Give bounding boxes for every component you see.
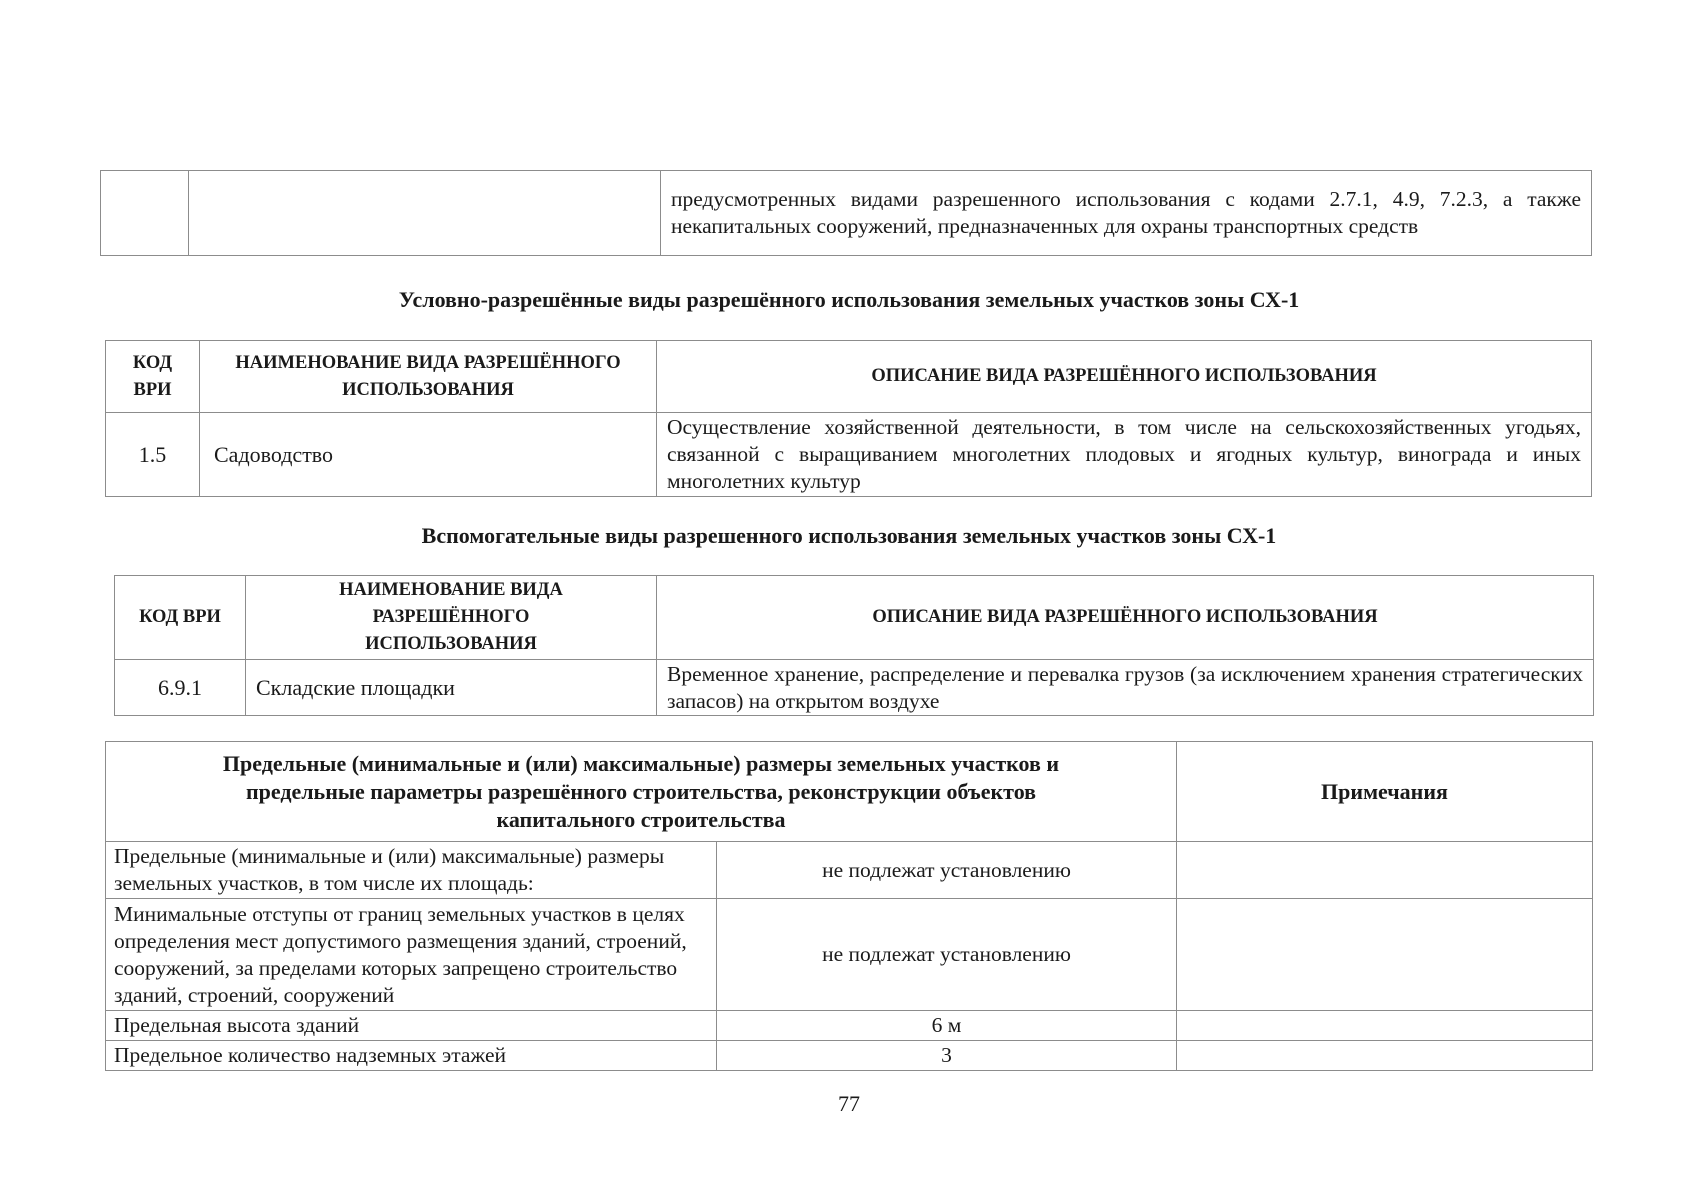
table-row — [106, 1041, 1593, 1071]
col-header-name: НАИМЕНОВАНИЕ ВИДА РАЗРЕШЁННОГО ИСПОЛЬЗОВАНИЯ — [246, 576, 657, 660]
col-header-parameters: Предельные (минимальные и (или) максимальные) размеры земельных участков и предельные параметры разрешённого строительства, реконструкции объектов капитального строительства — [106, 742, 1177, 842]
table-row — [115, 660, 1594, 716]
param-label: Предельные (минимальные и (или) максимальные) размеры земельных участков, в том числе их площадь: — [106, 842, 717, 899]
conditional-uses-heading: Условно-разрешённые виды разрешённого использования земельных участков зоны СХ-1 — [398, 287, 1300, 312]
param-value: не подлежат установлению — [717, 842, 1177, 899]
param-note — [1177, 842, 1593, 899]
col-header-description: ОПИСАНИЕ ВИДА РАЗРЕШЁННОГО ИСПОЛЬЗОВАНИЯ — [657, 576, 1594, 660]
empty-code-cell — [101, 171, 189, 256]
empty-name-cell — [189, 171, 661, 256]
param-note — [1177, 899, 1593, 1011]
row-name: Садоводство — [200, 413, 657, 497]
row-description: Осуществление хозяйственной деятельности, в том числе на сельскохозяйственных угодьях, связанной с выращиванием многолетних плодовых и ягодных культур, винограда и иных многолетних культур — [657, 413, 1592, 497]
parameters-table — [105, 741, 1593, 1071]
param-value: не подлежат установлению — [717, 899, 1177, 1011]
param-note — [1177, 1041, 1593, 1071]
continuation-description: предусмотренных видами разрешенного использования с кодами 2.7.1, 4.9, 7.2.3, а также некапитальных сооружений, предназначенных для охраны транспортных средств — [661, 171, 1592, 256]
param-label: Предельное количество надземных этажей — [106, 1041, 717, 1071]
table-row — [106, 899, 1593, 1011]
row-description: Временное хранение, распределение и перевалка грузов (за исключением хранения стратегических запасов) на открытом воздухе — [657, 660, 1594, 716]
col-header-name: НАИМЕНОВАНИЕ ВИДА РАЗРЕШЁННОГО ИСПОЛЬЗОВАНИЯ — [200, 341, 657, 413]
col-header-code: КОД ВРИ — [115, 576, 246, 660]
auxiliary-uses-table — [114, 575, 1594, 716]
param-value: 3 — [717, 1041, 1177, 1071]
param-value: 6 м — [717, 1011, 1177, 1041]
auxiliary-uses-heading: Вспомогательные виды разрешенного использования земельных участков зоны СХ-1 — [421, 523, 1277, 548]
col-header-code: КОД ВРИ — [106, 341, 200, 413]
col-header-notes: Примечания — [1177, 742, 1593, 842]
row-code: 6.9.1 — [115, 660, 246, 716]
param-note — [1177, 1011, 1593, 1041]
table-row — [106, 1011, 1593, 1041]
param-label: Предельная высота зданий — [106, 1011, 717, 1041]
table-row — [106, 413, 1592, 497]
param-label: Минимальные отступы от границ земельных участков в целях определения мест допустимого размещения зданий, строений, сооружений, за пределами которых запрещено строительство зданий, строений, сооружений — [106, 899, 717, 1011]
conditional-uses-table — [105, 340, 1592, 497]
table-row — [106, 842, 1593, 899]
row-name: Складские площадки — [246, 660, 657, 716]
row-code: 1.5 — [106, 413, 200, 497]
col-header-description: ОПИСАНИЕ ВИДА РАЗРЕШЁННОГО ИСПОЛЬЗОВАНИЯ — [657, 341, 1592, 413]
continuation-table — [100, 170, 1592, 256]
page-number: 77 — [838, 1091, 860, 1116]
